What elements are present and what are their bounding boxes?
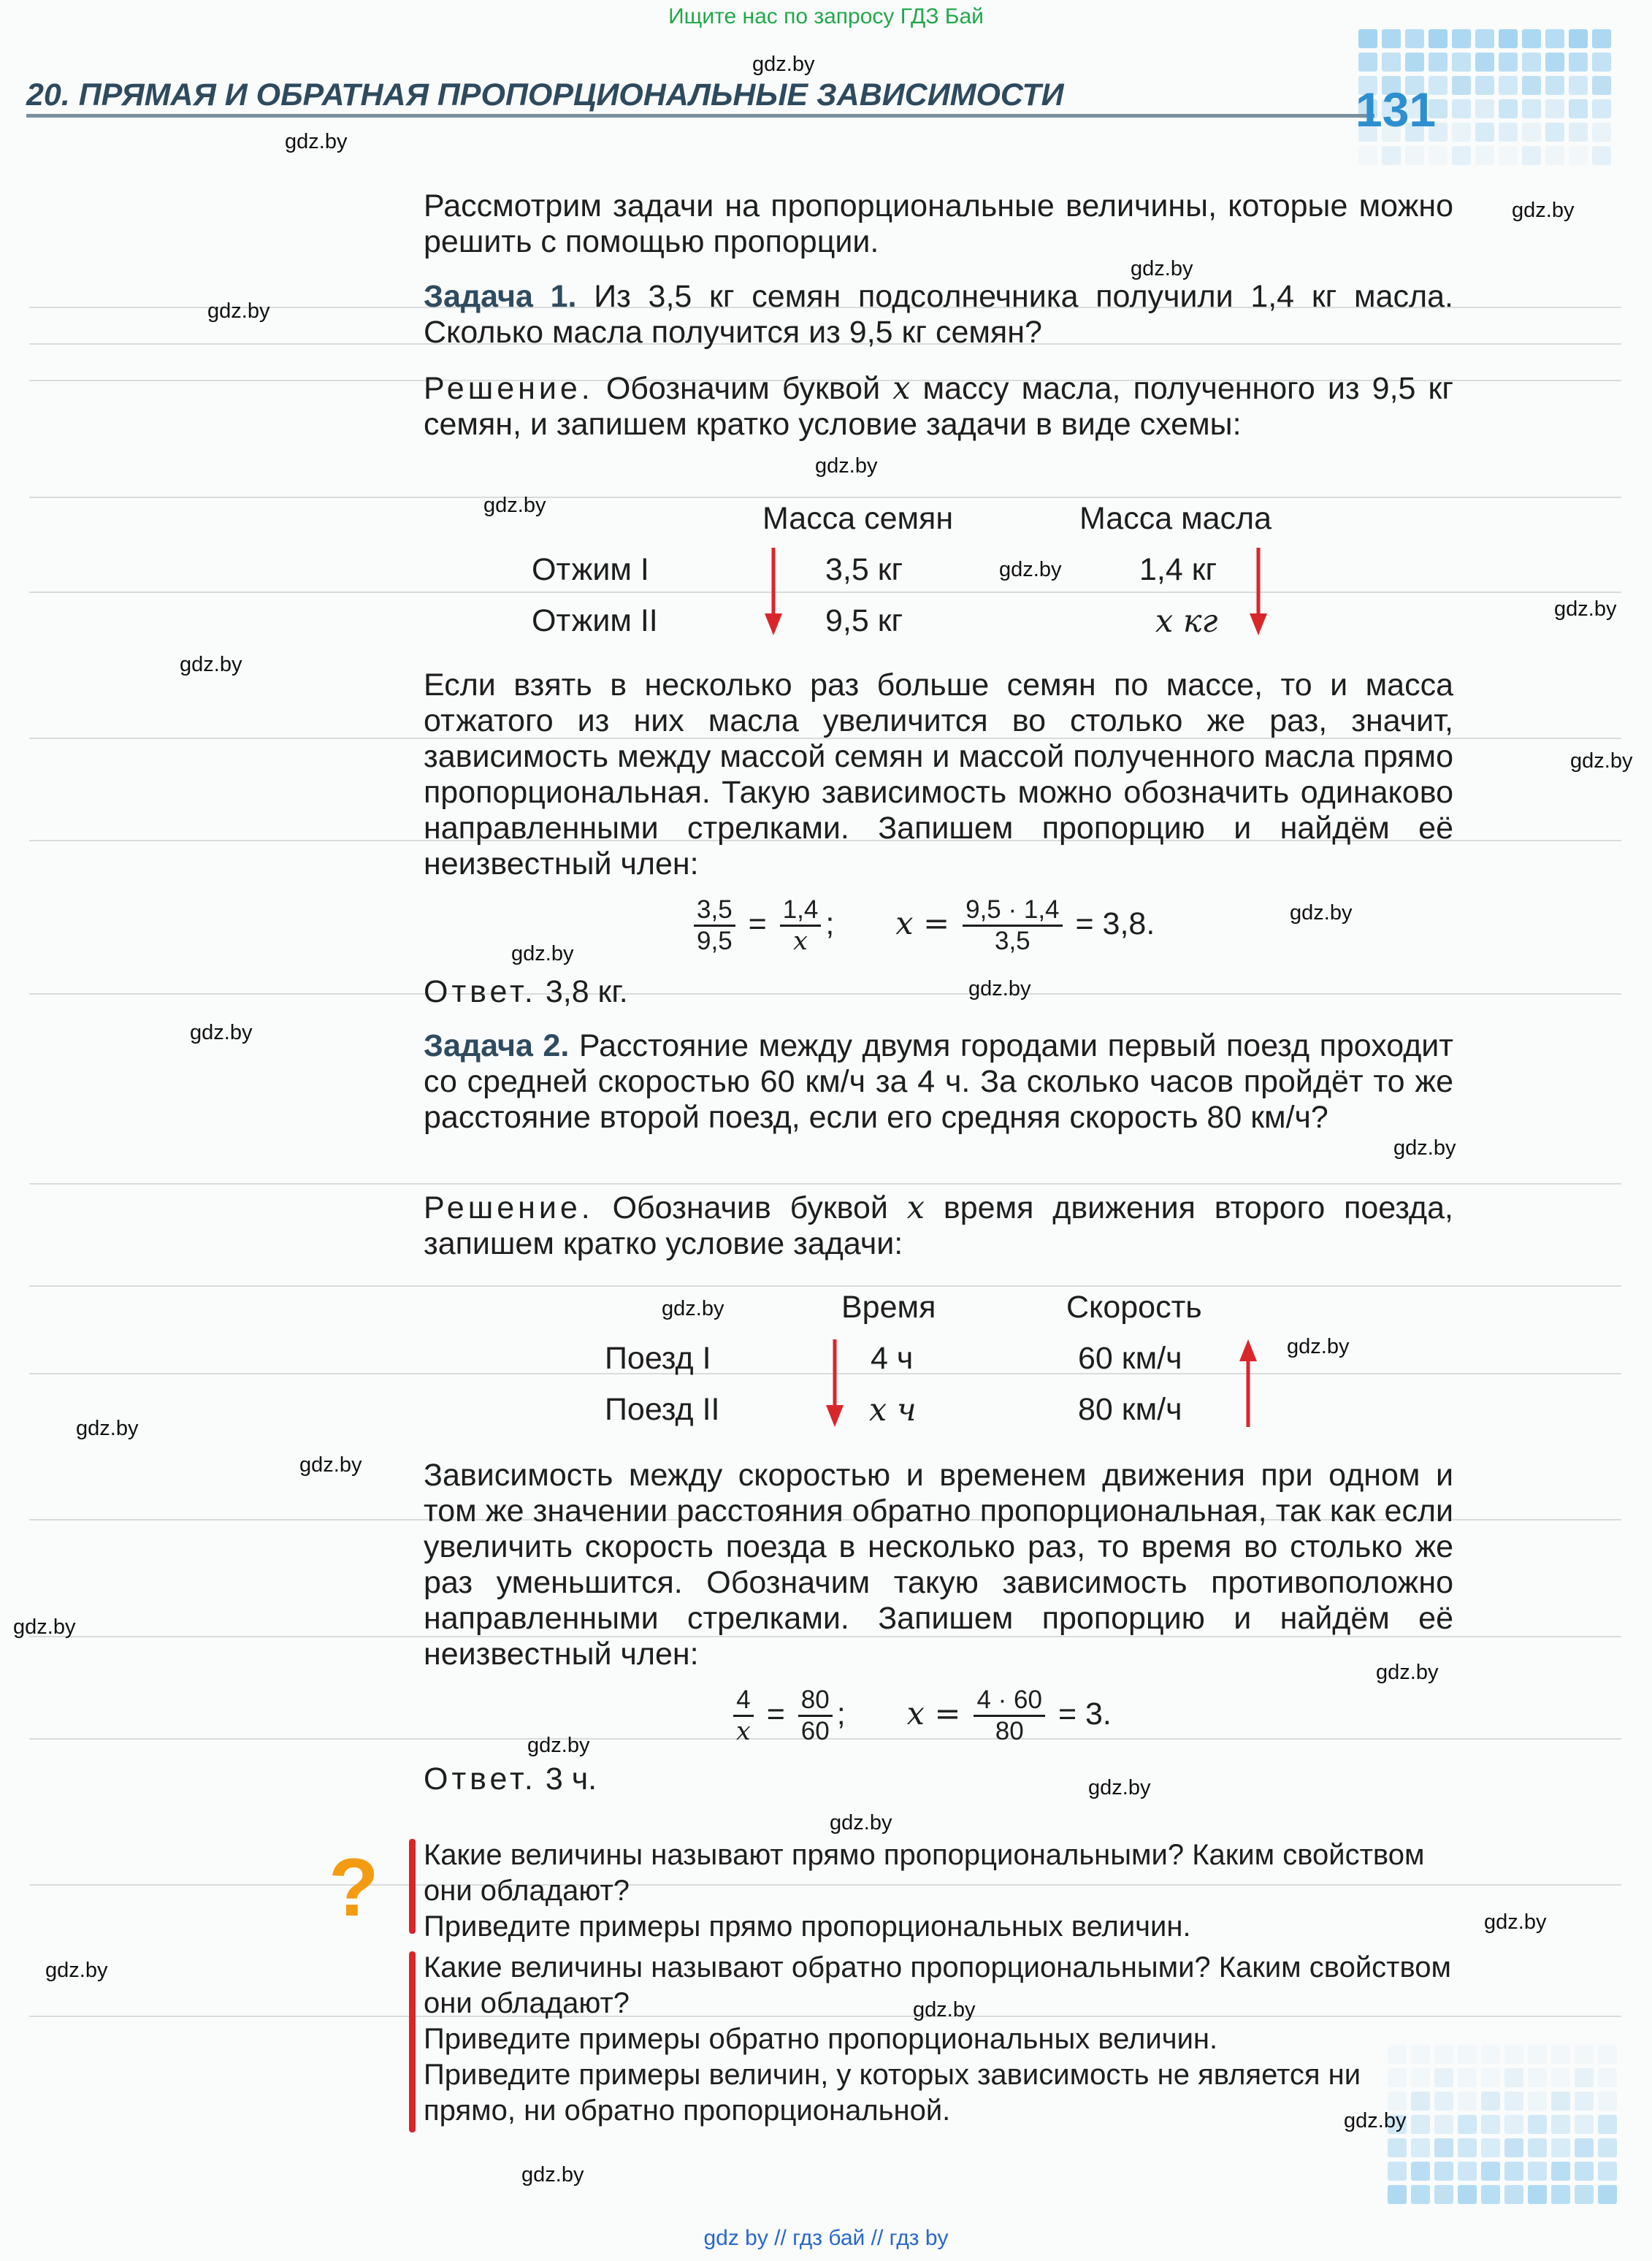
- pattern-tile: [1452, 99, 1471, 118]
- pattern-tile: [1592, 99, 1611, 118]
- pattern-tile: [1481, 2162, 1500, 2181]
- watermark: gdz.by: [1393, 1136, 1456, 1160]
- pattern-tile: [1522, 99, 1541, 118]
- fraction: $\frac{4}{x}$: [733, 1686, 754, 1746]
- watermark: gdz.by: [1484, 1910, 1547, 1934]
- down-arrow-icon: [762, 546, 784, 637]
- pattern-tile: [1405, 53, 1424, 72]
- intro-text: Рассмотрим задачи на пропорциональные величины, которые можно решить с помощью пропорции.: [424, 188, 1453, 259]
- pattern-tile: [1504, 2185, 1523, 2204]
- task2-row1-speed: 60 км/ч: [1078, 1341, 1182, 1376]
- pattern-tile: [1405, 29, 1424, 48]
- pattern-tile: [1452, 146, 1471, 165]
- page-number: 131: [1355, 83, 1437, 137]
- task1-answer-value: 3,8 кг.: [545, 974, 628, 1009]
- pattern-tile: [1434, 2138, 1453, 2157]
- task1-row1-seeds: 3,5 кг: [825, 552, 903, 587]
- pattern-tile: [1504, 2115, 1523, 2134]
- down-arrow-icon: [824, 1338, 846, 1428]
- watermark: gdz.by: [752, 53, 815, 76]
- watermark: gdz.by: [968, 977, 1031, 1001]
- watermark: gdz.by: [521, 2163, 584, 2187]
- pattern-tile: [1358, 146, 1377, 165]
- pattern-tile: [1522, 76, 1541, 95]
- pattern-tile: [1575, 2115, 1594, 2134]
- task1-proportion: $\frac{3,5}{9,5}$ = $\frac{1,4}{x}$ ; x = $\frac{9,5 \cdot 1,4}{3,5}$ = 3,8.: [689, 895, 1155, 956]
- pattern-tile: [1458, 2162, 1477, 2181]
- watermark: gdz.by: [180, 653, 242, 676]
- task2-proportion: $\frac{4}{x}$ = $\frac{80}{60}$ ; x = $\frac{4 \cdot 60}{80}$ = 3.: [729, 1686, 1112, 1746]
- pattern-tile: [1598, 2185, 1617, 2204]
- task2-table-col1-header: Время: [841, 1290, 936, 1325]
- pattern-tile: [1504, 2092, 1523, 2111]
- question-mark-icon: ?: [329, 1842, 379, 1933]
- pattern-tile: [1528, 2068, 1547, 2087]
- task1-row1-label: Отжим I: [532, 552, 649, 587]
- pattern-tile: [1551, 2162, 1570, 2181]
- pattern-tile: [1452, 29, 1471, 48]
- pattern-tile: [1358, 53, 1377, 72]
- pattern-tile: [1545, 53, 1564, 72]
- pattern-tile: [1592, 29, 1611, 48]
- chapter-title: 20. ПРЯМАЯ И ОБРАТНАЯ ПРОПОРЦИОНАЛЬНЫЕ ЗАВИСИМОСТИ: [26, 77, 1064, 112]
- question-item: Какие величины называют прямо пропорциональными? Каким свойством они обладают?: [424, 1839, 1425, 1907]
- pattern-tile: [1528, 2045, 1547, 2064]
- watermark: gdz.by: [1287, 1335, 1350, 1358]
- pattern-tile: [1481, 2115, 1500, 2134]
- pattern-tile: [1475, 76, 1494, 95]
- pattern-tile: [1569, 29, 1588, 48]
- watermark: gdz.by: [483, 494, 546, 517]
- bottom-site-links[interactable]: gdz by // гдз бай // гдз by: [703, 2226, 949, 2250]
- task2-table-col2-header: Скорость: [1066, 1290, 1202, 1325]
- watermark: gdz.by: [299, 1453, 362, 1477]
- pattern-tile: [1545, 123, 1564, 142]
- pattern-tile: [1358, 29, 1377, 48]
- pattern-tile: [1551, 2068, 1570, 2087]
- pattern-tile: [1429, 53, 1448, 72]
- pattern-tile: [1575, 2162, 1594, 2181]
- pattern-tile: [1452, 53, 1471, 72]
- question-bar: [409, 1839, 416, 1934]
- intro-paragraph: [424, 188, 1453, 260]
- task1-label: Задача 1.: [424, 279, 577, 314]
- pattern-tile: [1598, 2115, 1617, 2134]
- watermark: gdz.by: [913, 1998, 976, 2021]
- task2-explanation-text: Зависимость между скоростью и временем движения при одном и том же значении расстояния обратно пропорциональная, так как если увеличить скорость поезда в несколько раз, то время во столько же раз уменьшится. Обозначим такую зависимость противоположно направленными стрелками. Запишем пропорцию и найдём её неизвестный член:: [424, 1458, 1453, 1672]
- fraction: $\frac{80}{60}$: [798, 1686, 833, 1746]
- task1-row2-seeds: 9,5 кг: [825, 603, 903, 638]
- pattern-tile: [1551, 2092, 1570, 2111]
- task2-answer-label: Ответ.: [424, 1761, 537, 1797]
- pattern-tile: [1522, 146, 1541, 165]
- watermark: gdz.by: [999, 558, 1062, 581]
- pattern-tile: [1475, 123, 1494, 142]
- task1-solution: Решение. Обозначим буквой x массу масла, полученного из 9,5 кг семян, и запишем кратко условие задачи в виде схемы:: [424, 370, 1454, 442]
- pattern-tile: [1569, 99, 1588, 118]
- pattern-tile: [1458, 2068, 1477, 2087]
- pattern-tile: [1475, 99, 1494, 118]
- watermark: gdz.by: [662, 1297, 724, 1320]
- pattern-tile: [1598, 2138, 1617, 2157]
- pattern-tile: [1481, 2092, 1500, 2111]
- task1-row1-oil: 1,4 кг: [1139, 552, 1217, 587]
- pattern-tile: [1458, 2045, 1477, 2064]
- watermark: gdz.by: [207, 299, 270, 323]
- watermark: gdz.by: [527, 1734, 590, 1757]
- fraction: $\frac{9,5 \cdot 1,4}{3,5}$: [963, 895, 1062, 956]
- pattern-tile: [1528, 2092, 1547, 2111]
- pattern-tile: [1522, 53, 1541, 72]
- watermark: gdz.by: [13, 1615, 76, 1639]
- fraction: $\frac{4 \cdot 60}{80}$: [974, 1686, 1045, 1746]
- watermark: gdz.by: [1344, 2109, 1407, 2132]
- pattern-tile: [1481, 2185, 1500, 2204]
- pattern-tile: [1499, 53, 1518, 72]
- pattern-tile: [1545, 76, 1564, 95]
- pattern-tile: [1545, 29, 1564, 48]
- watermark: gdz.by: [511, 942, 574, 965]
- pattern-tile: [1545, 146, 1564, 165]
- watermark: gdz.by: [815, 454, 878, 478]
- watermark: gdz.by: [1131, 257, 1193, 280]
- question-item: Какие величины называют обратно пропорциональными? Каким свойством они обладают?: [424, 1951, 1452, 2019]
- pattern-tile: [1575, 2138, 1594, 2157]
- pattern-tile: [1598, 2045, 1617, 2064]
- pattern-tile: [1575, 2045, 1594, 2064]
- pattern-tile: [1575, 2068, 1594, 2087]
- pattern-tile: [1598, 2068, 1617, 2087]
- pattern-tile: [1411, 2185, 1430, 2204]
- pattern-tile: [1528, 2115, 1547, 2134]
- task2-answer: [424, 1761, 1453, 1797]
- pattern-tile: [1592, 123, 1611, 142]
- pattern-tile: [1592, 76, 1611, 95]
- task1-statement: [424, 279, 1453, 351]
- task1-solution-label: Решение.: [424, 371, 594, 406]
- pattern-tile: [1551, 2138, 1570, 2157]
- task2-statement: [424, 1028, 1453, 1136]
- task2-row2-speed: 80 км/ч: [1078, 1392, 1182, 1427]
- pattern-tile: [1551, 2185, 1570, 2204]
- pattern-tile: [1499, 99, 1518, 118]
- pattern-tile: [1388, 2185, 1407, 2204]
- pattern-tile: [1458, 2092, 1477, 2111]
- pattern-tile: [1569, 53, 1588, 72]
- pattern-tile: [1598, 2162, 1617, 2181]
- pattern-tile: [1382, 29, 1401, 48]
- watermark: gdz.by: [1512, 199, 1575, 222]
- pattern-tile: [1575, 2092, 1594, 2111]
- task1-table-col2-header: Масса масла: [1079, 501, 1272, 536]
- pattern-tile: [1475, 146, 1494, 165]
- watermark: gdz.by: [1570, 749, 1633, 773]
- pattern-tile: [1575, 2185, 1594, 2204]
- pattern-tile: [1504, 2045, 1523, 2064]
- watermark: gdz.by: [45, 1959, 108, 1982]
- pattern-tile: [1499, 29, 1518, 48]
- pattern-tile: [1429, 29, 1448, 48]
- variable-x: x: [906, 1190, 925, 1226]
- watermark: gdz.by: [76, 1417, 139, 1440]
- watermark: gdz.by: [1290, 901, 1353, 925]
- watermark: gdz.by: [1088, 1776, 1151, 1799]
- pattern-tile: [1499, 123, 1518, 142]
- task1-answer-label: Ответ.: [424, 974, 537, 1009]
- pattern-tile: [1405, 146, 1424, 165]
- pattern-tile: [1569, 76, 1588, 95]
- task1-answer: [424, 974, 1453, 1010]
- pattern-tile: [1551, 2045, 1570, 2064]
- pattern-tile: [1429, 146, 1448, 165]
- task2-label: Задача 2.: [424, 1028, 570, 1063]
- pattern-tile: [1458, 2115, 1477, 2134]
- pattern-tile: [1481, 2138, 1500, 2157]
- question-item: Приведите примеры прямо пропорциональных величин.: [424, 1910, 1191, 1943]
- pattern-tile: [1475, 53, 1494, 72]
- pattern-tile: [1522, 123, 1541, 142]
- pattern-tile: [1504, 2068, 1523, 2087]
- watermark: gdz.by: [830, 1811, 892, 1835]
- task1-row2-oil: x кг: [1155, 603, 1218, 640]
- watermark: gdz.by: [285, 130, 348, 153]
- task2-row2-time: x ч: [869, 1392, 917, 1428]
- task1-explanation: [424, 667, 1453, 882]
- pattern-tile: [1434, 2185, 1453, 2204]
- task2-solution: Решение. Обозначив буквой x время движения второго поезда, запишем кратко условие задачи:: [424, 1190, 1453, 1261]
- task2-row1-time: 4 ч: [871, 1341, 914, 1376]
- task2-explanation: [424, 1458, 1453, 1672]
- question-item: Приведите примеры обратно пропорциональных величин.: [424, 2023, 1218, 2055]
- variable-x: x: [892, 370, 911, 407]
- pattern-tile: [1452, 76, 1471, 95]
- question-item: Приведите примеры величин, у которых зависимость не является ни прямо, ни обратно пропорциональной.: [424, 2059, 1361, 2127]
- pattern-tile: [1504, 2138, 1523, 2157]
- pattern-tile: [1452, 123, 1471, 142]
- task2-answer-value: 3 ч.: [545, 1761, 597, 1797]
- pattern-tile: [1598, 2092, 1617, 2111]
- fraction: $\frac{3,5}{9,5}$: [694, 895, 735, 956]
- pattern-tile: [1551, 2115, 1570, 2134]
- pattern-tile: [1545, 99, 1564, 118]
- pattern-tile: [1434, 2162, 1453, 2181]
- task2-solution-label: Решение.: [424, 1190, 594, 1225]
- top-site-note[interactable]: Ищите нас по запросу ГДЗ Бай: [668, 4, 984, 28]
- questions-group-1: [424, 1837, 1453, 1945]
- pattern-tile: [1569, 123, 1588, 142]
- pattern-tile: [1388, 2138, 1407, 2157]
- pattern-tile: [1475, 29, 1494, 48]
- pattern-tile: [1592, 53, 1611, 72]
- pattern-tile: [1458, 2185, 1477, 2204]
- question-bar: [409, 1951, 416, 2132]
- pattern-tile: [1528, 2185, 1547, 2204]
- task1-statement-text: Из 3,5 кг семян подсолнечника получили 1,4 кг масла. Сколько масла получится из 9,5 кг семян?: [424, 279, 1453, 350]
- pattern-tile: [1411, 2138, 1430, 2157]
- pattern-tile: [1528, 2162, 1547, 2181]
- fraction: $\frac{1,4}{x}$: [780, 895, 822, 956]
- watermark: gdz.by: [1376, 1661, 1439, 1684]
- task1-explanation-text: Если взять в несколько раз больше семян по массе, то и масса отжатого из них масла увеличится во столько же раз, значит, зависимость между массой семян и массой полученного масла прямо пропорциональная. Такую зависимость можно обозначить одинаково направленными стрелками. Запишем пропорцию и найдём её неизвестный член:: [424, 667, 1453, 881]
- down-arrow-icon: [1247, 546, 1269, 637]
- pattern-tile: [1481, 2045, 1500, 2064]
- pattern-tile: [1499, 146, 1518, 165]
- pattern-tile: [1504, 2162, 1523, 2181]
- watermark: gdz.by: [1554, 597, 1617, 621]
- task1-table-col1-header: Масса семян: [762, 501, 954, 536]
- title-rule: [26, 114, 1374, 118]
- pattern-tile: [1592, 146, 1611, 165]
- pattern-tile: [1499, 76, 1518, 95]
- pattern-tile: [1481, 2068, 1500, 2087]
- pattern-tile: [1569, 146, 1588, 165]
- pattern-tile: [1382, 146, 1401, 165]
- questions-group-2: [424, 1950, 1453, 2129]
- task1-row2-label: Отжим II: [532, 603, 658, 638]
- pattern-tile: [1458, 2138, 1477, 2157]
- task2-row1-label: Поезд I: [605, 1341, 711, 1376]
- task2-statement-text: Расстояние между двумя городами первый поезд проходит со средней скоростью 60 км/ч за 4 ч. За сколько часов пройдёт то же расстояние второй поезд, если его средняя скорость 80 км/ч?: [424, 1028, 1453, 1135]
- up-arrow-icon: [1237, 1338, 1259, 1428]
- task2-row2-label: Поезд II: [605, 1392, 720, 1427]
- pattern-tile: [1522, 29, 1541, 48]
- pattern-tile: [1528, 2138, 1547, 2157]
- pattern-tile: [1388, 2162, 1407, 2181]
- watermark: gdz.by: [190, 1021, 253, 1044]
- pattern-tile: [1382, 53, 1401, 72]
- pattern-tile: [1411, 2162, 1430, 2181]
